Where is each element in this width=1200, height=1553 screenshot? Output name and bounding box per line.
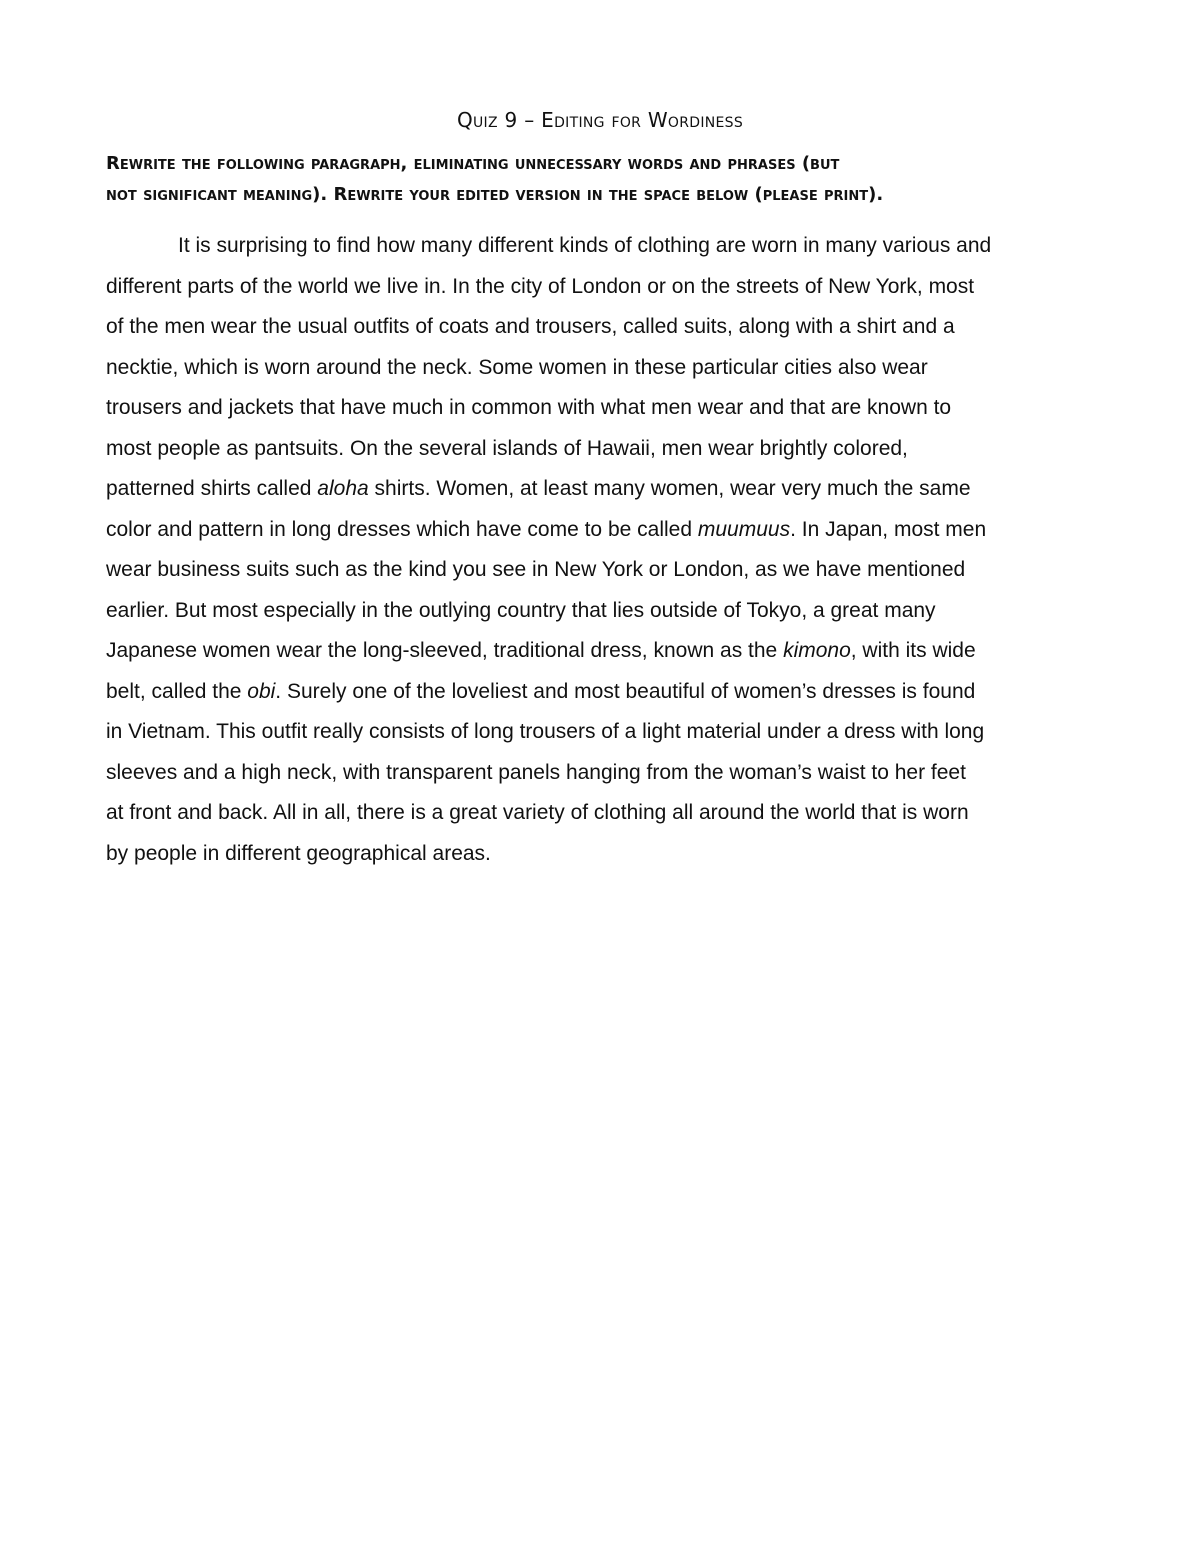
paragraph-line: most people as pantsuits. On the several islands of Hawaii, men wear brightly colored, (106, 436, 908, 460)
paragraph-line (106, 631, 1106, 672)
italic-term: aloha (317, 477, 369, 500)
text-run: belt, called the (106, 679, 248, 703)
italic-term: obi (247, 679, 276, 703)
italic-term: muumuus (697, 517, 791, 541)
paragraph-line: by people in different geographical areas. (106, 841, 491, 865)
paragraph-line: sleeves and a high neck, with transparent panels hanging from the woman’s waist to her feet (106, 760, 966, 784)
text-run: , with its wide (850, 639, 976, 662)
paragraph-line: necktie, which is worn around the neck. Some women in these particular cities also wear (106, 355, 928, 379)
instructions (106, 148, 1106, 210)
page-title: Quiz 9 – Editing for Wordiness (456, 108, 744, 132)
paragraph-line: in Vietnam. This outfit really consists of long trousers of a light material under a dress with long (106, 720, 985, 743)
paragraph-line (106, 469, 1106, 510)
paragraph-line: earlier. But most especially in the outlying country that lies outside of Tokyo, a great many (106, 598, 936, 622)
text-run: . Surely one of the loveliest and most beautiful of women’s dresses is found (275, 679, 976, 703)
text-run: shirts. Women, at least many women, wear very much the same (368, 477, 971, 500)
paragraph-line: different parts of the world we live in. In the city of London or on the streets of New York, most (106, 274, 975, 298)
paragraph-line (106, 510, 1106, 551)
quiz-paragraph (106, 226, 1106, 874)
instructions-line: Rewrite the following paragraph, eliminating unnecessary words and phrases (but (106, 153, 840, 174)
paragraph-line: of the men wear the usual outfits of coats and trousers, called suits, along with a shirt and a (106, 315, 955, 338)
paragraph-line: It is surprising to find how many different kinds of clothing are worn in many various and (178, 234, 992, 257)
paragraph-line: at front and back. All in all, there is a great variety of clothing all around the world that is worn (106, 801, 969, 824)
paragraph-line: wear business suits such as the kind you see in New York or London, as we have mentioned (106, 558, 966, 581)
paragraph-line: trousers and jackets that have much in common with what men wear and that are known to (106, 396, 952, 419)
text-run: color and pattern in long dresses which have come to be called (106, 517, 698, 541)
instructions-line: not significant meaning). Rewrite your edited version in the space below (please print). (106, 184, 884, 205)
paragraph-line (106, 672, 1106, 713)
text-run: patterned shirts called (106, 477, 318, 500)
text-run: . In Japan, most men (790, 517, 987, 541)
text-run: Japanese women wear the long-sleeved, traditional dress, known as the (106, 639, 784, 662)
italic-term: kimono (783, 639, 851, 662)
